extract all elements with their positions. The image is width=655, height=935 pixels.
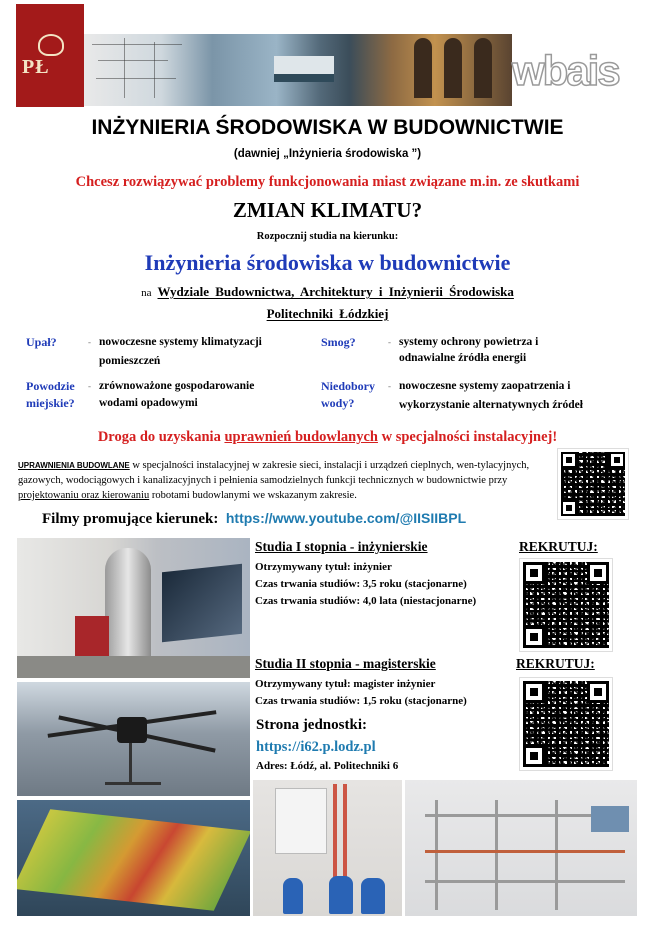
rights-description bbox=[18, 458, 550, 503]
climate-heading: ZMIAN KLIMATU? bbox=[232, 198, 423, 222]
qr-code-rights[interactable] bbox=[558, 449, 628, 519]
topic-answer-heat-1: nowoczesne systemy klimatyzacji bbox=[99, 336, 262, 348]
qr-code-recruit-1[interactable] bbox=[520, 559, 612, 651]
rights-text-link: projektowaniu oraz kierowaniu bbox=[18, 490, 150, 501]
topic-question-floods-1: Powodzie bbox=[26, 379, 75, 393]
unit-label: Strona jednostki: bbox=[256, 717, 367, 733]
intro-question: Chcesz rozwiązywać problemy funkcjonowania miast związane m.in. ze skutkami bbox=[75, 174, 580, 190]
topic-answer-heat-2: pomieszczeń bbox=[99, 355, 161, 367]
logo-text: PŁ bbox=[22, 56, 50, 78]
topic-question-water-1: Niedobory bbox=[321, 379, 375, 393]
studies-1-title: Studia I stopnia - inżynierskie bbox=[255, 539, 428, 554]
topic-question-water-2: wody? bbox=[321, 396, 355, 410]
page-subtitle: (dawniej „Inżynieria środowiska ”) bbox=[233, 148, 422, 160]
topic-question-floods-2: miejskie? bbox=[26, 396, 75, 410]
studies-2 bbox=[255, 656, 467, 710]
topic-dash: - bbox=[88, 337, 91, 347]
studies-2-line-1: Otrzymywany tytuł: magister inżynier bbox=[255, 678, 436, 690]
faculty-line bbox=[0, 284, 655, 300]
studies-2-title: Studia II stopnia - magisterskie bbox=[255, 656, 436, 671]
photo-thermal-map bbox=[17, 800, 250, 916]
topic-answer-smog-1: systemy ochrony powietrza i bbox=[399, 336, 539, 348]
rights-text-1: w specjalności instalacyjnej w zakresie sieci, instalacji i urządzeń cieplnych, wen-tylacyjnych, gazowych, wodociągowych i kanalizacyjnych i pełnienia samodzielnych funkcji technicznych w budownictwie przy bbox=[18, 460, 530, 486]
studies-2-line-2: Czas trwania studiów: 1,5 roku (stacjonarne) bbox=[255, 695, 467, 707]
topic-dash: - bbox=[388, 381, 391, 391]
rights-headline-pre: Droga do uzyskania bbox=[97, 429, 225, 445]
topic-answer-water-2: wykorzystanie alternatywnych źródeł bbox=[399, 399, 583, 411]
films-line bbox=[42, 510, 466, 528]
photo-boiler-room bbox=[17, 538, 250, 678]
rights-headline-link: uprawnień budowlanych bbox=[224, 429, 378, 445]
rights-headline bbox=[0, 429, 655, 446]
programme-name: Inżynieria środowiska w budownictwie bbox=[144, 250, 511, 275]
topic-answer-floods-2: wodami opadowymi bbox=[99, 397, 198, 409]
wbais-logo: wbais bbox=[512, 47, 619, 94]
rights-label: UPRAWNIENIA BUDOWLANE bbox=[18, 461, 130, 470]
topic-answer-floods-1: zrównoważone gospodarowanie bbox=[99, 380, 255, 392]
films-label: Filmy promujące kierunek: bbox=[42, 511, 219, 527]
recruit-label-2: REKRUTUJ: bbox=[516, 656, 595, 671]
university-name: Politechniki Łódzkiej bbox=[266, 306, 389, 321]
faculty-name: Wydziale Budownictwa, Architektury i Inżynierii Środowiska bbox=[157, 284, 514, 299]
torch-icon bbox=[38, 34, 64, 56]
rights-headline-post: w specjalności instalacyjnej! bbox=[377, 429, 558, 445]
topic-dash: - bbox=[88, 381, 91, 391]
page-title: INŻYNIERIA ŚRODOWISKA W BUDOWNICTWIE bbox=[91, 116, 564, 139]
studies-1-line-2: Czas trwania studiów: 3,5 roku (stacjonarne) bbox=[255, 578, 467, 590]
topic-dash: - bbox=[388, 337, 391, 347]
rights-text-2: robotami budowlanymi we wskazanym zakresie. bbox=[149, 490, 357, 501]
studies-1-line-3: Czas trwania studiów: 4,0 lata (niestacjonarne) bbox=[255, 595, 477, 607]
topic-answer-water-1: nowoczesne systemy zaopatrzenia i bbox=[399, 380, 571, 392]
faculty-prefix: na bbox=[141, 287, 152, 299]
university-logo bbox=[16, 4, 84, 107]
unit-address: Adres: Łódź, al. Politechniki 6 bbox=[256, 760, 399, 772]
photo-gas-boiler bbox=[253, 780, 402, 916]
qr-code-recruit-2[interactable] bbox=[520, 678, 612, 770]
photo-installation-lab bbox=[405, 780, 637, 916]
films-link[interactable]: https://www.youtube.com/@IISIIBPL bbox=[225, 510, 467, 526]
studies-1-line-1: Otrzymywany tytuł: inżynier bbox=[255, 561, 392, 573]
studies-1 bbox=[255, 539, 476, 610]
topic-answer-smog-2: odnawialne źródła energii bbox=[399, 352, 527, 364]
recruit-label-1: REKRUTUJ: bbox=[519, 539, 598, 554]
topic-question-smog: Smog? bbox=[321, 335, 356, 349]
start-text: Rozpocznij studia na kierunku: bbox=[256, 231, 399, 242]
topic-question-heat: Upał? bbox=[26, 335, 57, 349]
photo-drone bbox=[17, 682, 250, 796]
unit-link[interactable]: https://i62.p.lodz.pl bbox=[256, 739, 376, 755]
header-banner-image bbox=[84, 34, 512, 106]
